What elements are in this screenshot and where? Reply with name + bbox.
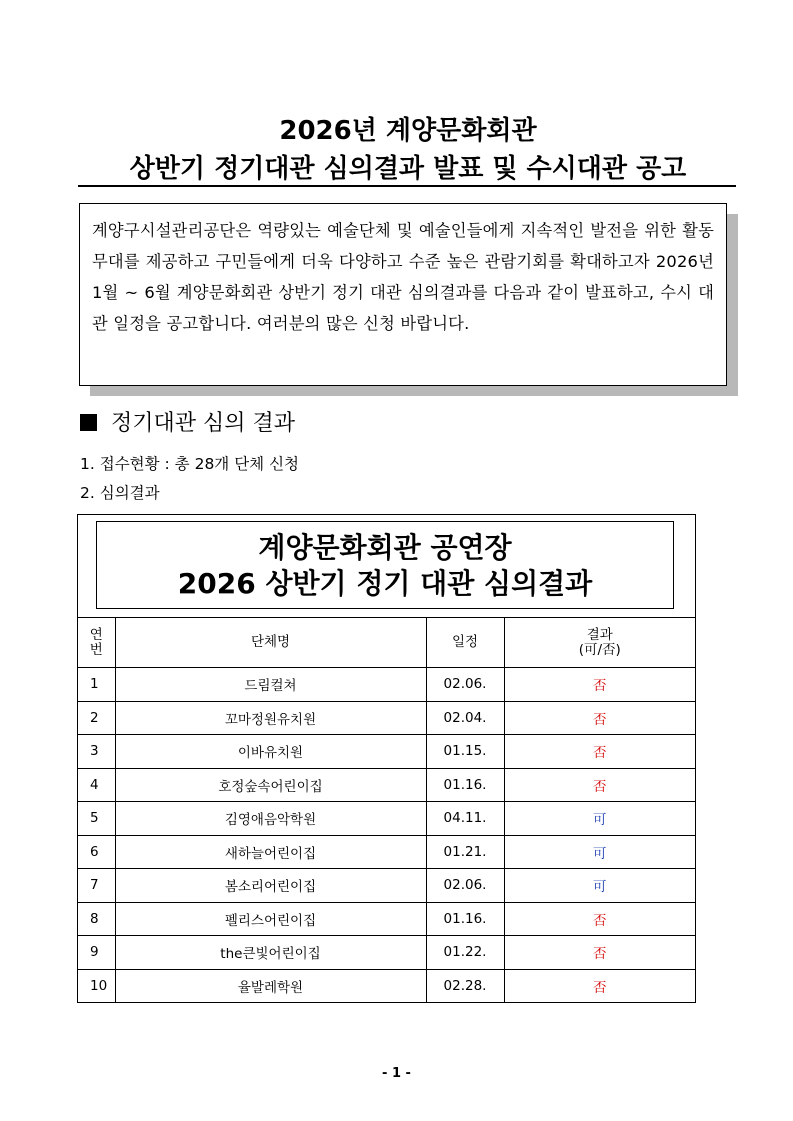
row-number: 7 — [78, 869, 115, 903]
row-result: 可 — [504, 835, 695, 869]
row-organization: 율발레학원 — [115, 969, 426, 1002]
row-organization: 펠리스어린이집 — [115, 902, 426, 936]
table-row — [78, 802, 695, 836]
row-date: 02.28. — [426, 969, 504, 1002]
row-result: 否 — [504, 768, 695, 802]
row-organization: 새하늘어린이집 — [115, 835, 426, 869]
section-heading — [80, 406, 295, 442]
table-row — [78, 936, 695, 970]
col-header-no: 연 번 — [78, 618, 115, 668]
row-result: 否 — [504, 936, 695, 970]
table-row — [78, 969, 695, 1002]
row-date: 02.06. — [426, 668, 504, 702]
row-date: 01.21. — [426, 835, 504, 869]
row-date: 01.15. — [426, 735, 504, 769]
col-header-result: 결과 (可/否) — [504, 618, 695, 668]
row-organization: the큰빛어린이집 — [115, 936, 426, 970]
row-date: 01.16. — [426, 768, 504, 802]
row-number: 6 — [78, 835, 115, 869]
table-row — [78, 668, 695, 702]
title-underline — [78, 185, 736, 187]
row-organization: 김영애음악학원 — [115, 802, 426, 836]
row-number: 9 — [78, 936, 115, 970]
result-table — [78, 618, 695, 1002]
row-result: 否 — [504, 701, 695, 735]
table-row — [78, 768, 695, 802]
title-line-1: 2026년 계양문화회관 — [279, 116, 537, 146]
row-date: 02.06. — [426, 869, 504, 903]
square-bullet-icon — [80, 414, 97, 431]
row-result: 否 — [504, 902, 695, 936]
row-number: 3 — [78, 735, 115, 769]
table-row — [78, 869, 695, 903]
section-title: 정기대관 심의 결과 — [111, 411, 296, 436]
row-number: 8 — [78, 902, 115, 936]
result-heading-area — [78, 515, 695, 618]
row-result: 否 — [504, 969, 695, 1002]
table-header-row — [78, 618, 695, 668]
review-result-label: 2. 심의결과 — [80, 484, 160, 502]
row-number: 5 — [78, 802, 115, 836]
page-number: - 1 - — [382, 1066, 411, 1081]
row-number: 2 — [78, 701, 115, 735]
row-organization: 봄소리어린이집 — [115, 869, 426, 903]
row-number: 1 — [78, 668, 115, 702]
table-row — [78, 735, 695, 769]
result-heading-box — [96, 521, 674, 609]
intake-status: 1. 접수현황 : 총 28개 단체 신청 — [80, 455, 300, 473]
row-organization: 호정숲속어린이집 — [115, 768, 426, 802]
row-result: 可 — [504, 802, 695, 836]
row-organization: 드림컬쳐 — [115, 668, 426, 702]
row-date: 02.04. — [426, 701, 504, 735]
intro-box: 계양구시설관리공단은 역량있는 예술단체 및 예술인들에게 지속적인 발전을 위한 활동무대를 제공하고 구민들에게 더욱 다양하고 수준 높은 관람기회를 확대하고자 2026년 1월 ~ 6월 계양문화회관 상반기 정기 대관 심의결과를 다음과 같이 발표하고, 수시 대관 일정을 공고합니다. 여러분의 많은 신청 바랍니다. — [79, 203, 727, 386]
row-number: 4 — [78, 768, 115, 802]
row-organization: 이바유치원 — [115, 735, 426, 769]
result-panel — [77, 514, 696, 1003]
title-line-2: 상반기 정기대관 심의결과 발표 및 수시대관 공고 — [129, 154, 687, 184]
table-row — [78, 835, 695, 869]
row-result: 否 — [504, 735, 695, 769]
table-row — [78, 902, 695, 936]
result-heading-line-2: 2026 상반기 정기 대관 심의결과 — [177, 567, 593, 600]
row-date: 04.11. — [426, 802, 504, 836]
document-title — [78, 112, 738, 188]
row-result: 可 — [504, 869, 695, 903]
row-date: 01.16. — [426, 902, 504, 936]
table-row — [78, 701, 695, 735]
row-number: 10 — [78, 969, 115, 1002]
row-result: 否 — [504, 668, 695, 702]
row-organization: 꼬마정원유치원 — [115, 701, 426, 735]
col-header-date: 일정 — [426, 618, 504, 668]
result-heading-line-1: 계양문화회관 공연장 — [258, 531, 512, 564]
col-header-org: 단체명 — [115, 618, 426, 668]
row-date: 01.22. — [426, 936, 504, 970]
